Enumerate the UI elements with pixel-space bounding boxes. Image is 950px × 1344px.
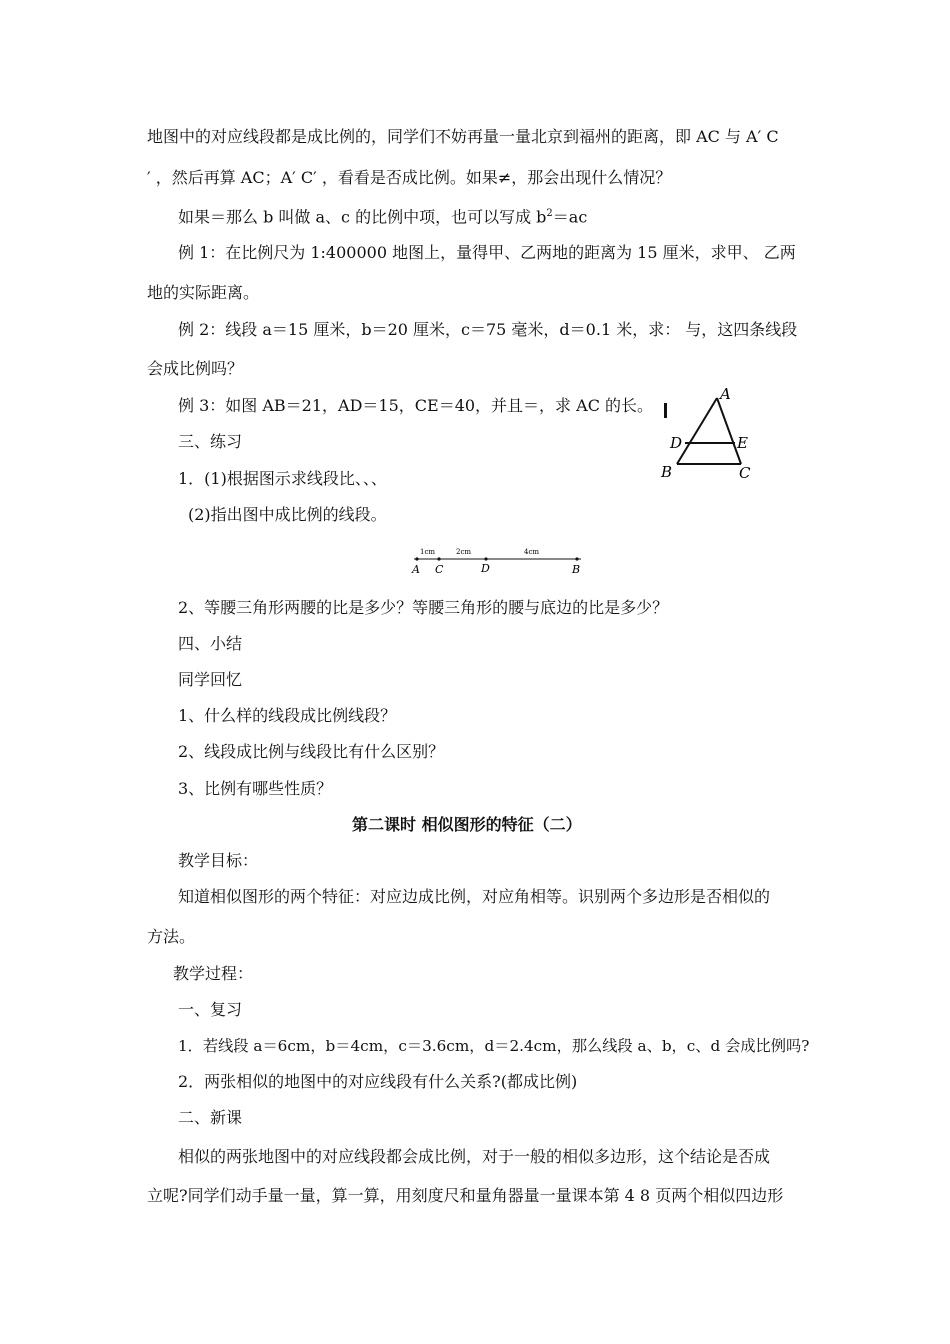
segment-length-label: 1cm <box>420 548 436 556</box>
point-label-a: A <box>412 563 420 576</box>
text-line: 2、等腰三角形两腰的比是多少？等腰三角形的腰与底边的比是多少？ <box>178 598 669 617</box>
point-label-b: B <box>572 563 581 576</box>
point-a <box>415 557 418 560</box>
vertex-label-d: D <box>670 434 683 452</box>
text-line <box>178 204 587 227</box>
vertex-label-b: B <box>661 463 673 481</box>
text-line: 2．两张相似的地图中的对应线段有什么关系?(都成比例) <box>178 1072 578 1091</box>
point-label-d: D <box>481 562 490 575</box>
text-line: ′ ，然后再算 AC；A′ C′ ，看看是否成比例。如果≠，那会出现什么情况？ <box>147 168 672 187</box>
text-line: 三、练习 <box>178 432 243 451</box>
text-line: 立呢?同学们动手量一量，算一算，用刻度尺和量角器量一量课本第 4 8 页两个相似四边形 <box>147 1186 784 1205</box>
superscript: 2 <box>546 208 553 219</box>
figure-mark <box>664 403 667 418</box>
text-span: ＝ac <box>552 207 588 227</box>
text-line: 会成比例吗？ <box>147 359 244 378</box>
text-line: 四、小结 <box>178 634 243 653</box>
text-line: 一、复习 <box>178 1000 243 1019</box>
segment-length-label: 2cm <box>456 548 472 556</box>
point-d <box>484 557 487 560</box>
vertex-label-e: E <box>737 434 748 452</box>
point-c <box>437 557 440 560</box>
text-line: 例 3：如图 AB＝21，AD＝15，CE＝40，并且＝，求 AC 的长。 <box>178 396 654 415</box>
triangle-figure <box>655 385 765 485</box>
text-line: 1．若线段 a＝6cm，b＝4cm，c＝3.6cm，d＝2.4cm，那么线段 a、b，c、d 会成比例吗? <box>178 1037 810 1055</box>
vertex-label-a: A <box>720 385 731 403</box>
point-b <box>575 557 578 560</box>
text-line: 教学过程： <box>173 964 254 983</box>
text-line: 知道相似图形的两个特征：对应边成比例，对应角相等。识别两个多边形是否相似的 <box>178 887 771 906</box>
text-line: 地的实际距离。 <box>147 283 260 302</box>
text-line: 二、新课 <box>178 1108 243 1127</box>
text-line: 3、比例有哪些性质？ <box>178 779 333 798</box>
text-line: 例 2：线段 a＝15 厘米，b＝20 厘米，c＝75 毫米，d＝0.1 米，求： 与，这四条线段 <box>178 320 798 339</box>
text-line: 例 1：在比例尺为 1:400000 地图上，量得甲、乙两地的距离为 15 厘米，求甲、 乙两 <box>178 243 796 262</box>
text-line: 同学回忆 <box>178 670 243 689</box>
text-line: 方法。 <box>147 927 196 946</box>
triangle-side-ab <box>677 398 717 464</box>
vertex-label-c: C <box>739 464 751 482</box>
segment-figure <box>405 543 590 579</box>
point-label-c: C <box>435 563 444 576</box>
text-line: 教学目标： <box>178 851 259 870</box>
text-line: (2)指出图中成比例的线段。 <box>188 505 387 524</box>
section-title: 第二课时 相似图形的特征（二） <box>352 815 582 834</box>
text-line: 1、什么样的线段成比例线段？ <box>178 706 397 725</box>
text-line: 2、线段成比例与线段比有什么区别？ <box>178 742 445 761</box>
text-span: 如果＝那么 b 叫做 a、c 的比例中项，也可以写成 b <box>178 207 547 227</box>
triangle-side-ac <box>717 398 741 464</box>
text-line: 地图中的对应线段都是成比例的，同学们不妨再量一量北京到福州的距离，即 AC 与 A′ C <box>147 127 779 146</box>
text-line: 相似的两张地图中的对应线段都会成比例，对于一般的相似多边形，这个结论是否成 <box>178 1147 771 1166</box>
text-line: 1．(1)根据图示求线段比、、、 <box>178 469 387 488</box>
segment-length-label: 4cm <box>524 548 540 556</box>
